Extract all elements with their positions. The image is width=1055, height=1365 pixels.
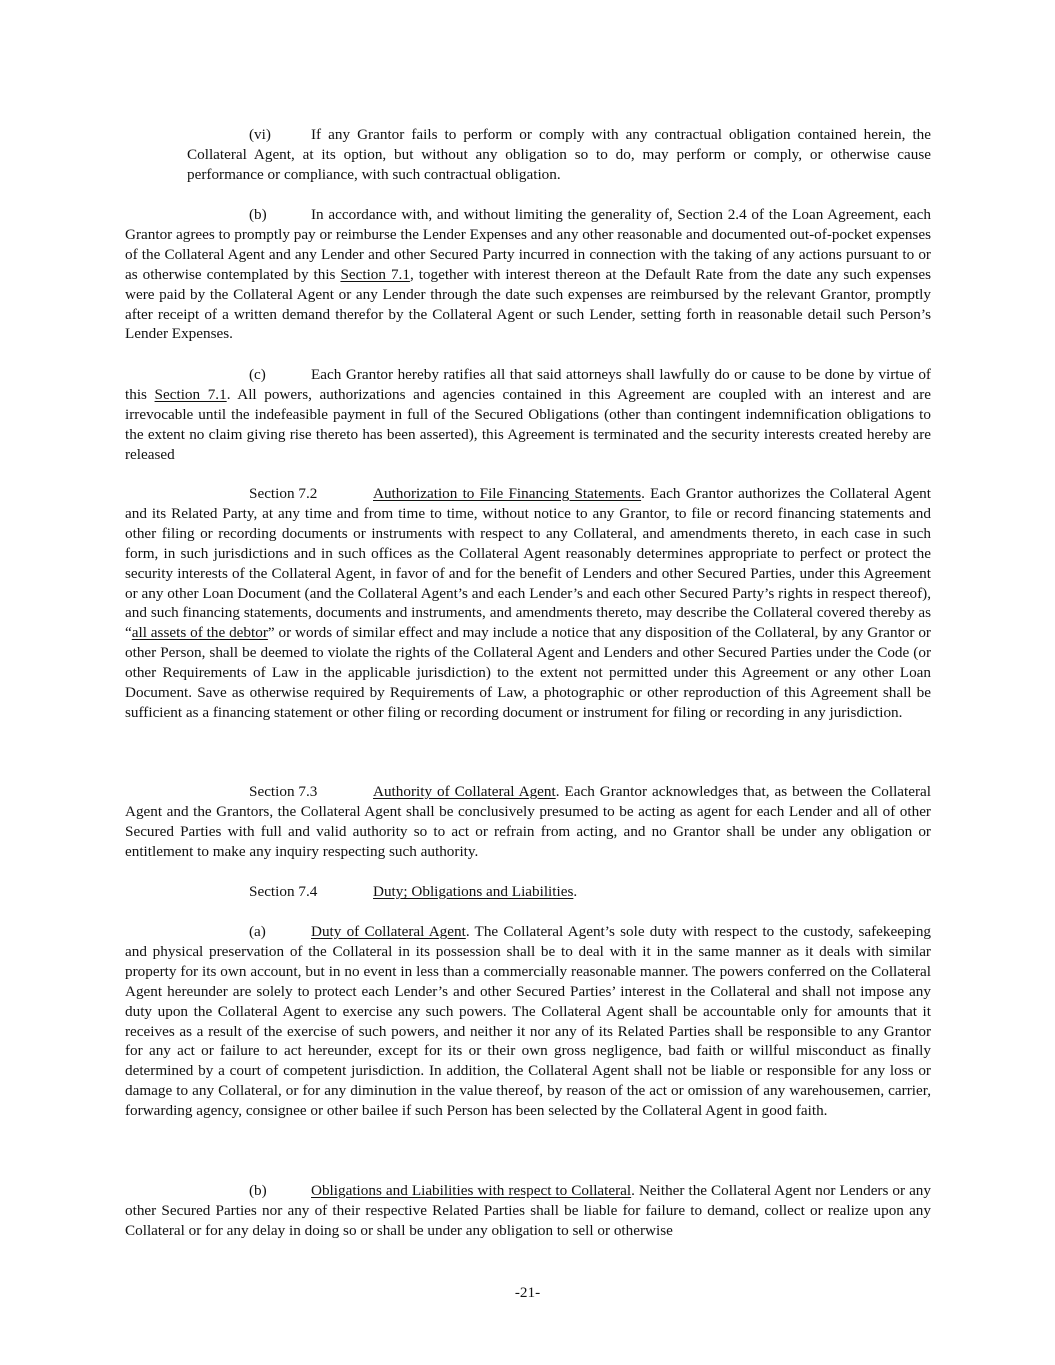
section-text: . Each Grantor authorizes the Collateral Agent and its Related Party, at any time and from time to time, without notice to any Grantor, to file or record financing statements and other filing or recording documents or instruments with respect to any Collateral, and amendments thereto, in each case in such form, in such jurisdictions and in such offices as the Collateral Agent reasonably determines appropriate to perfect or protect the security interests of the Collateral Agent, in favor of and for the benefit of Lenders and other Secured Parties, under this Agreement or any other Loan Document (and the Collateral Agent’s and each Lender’s and each other Secured Party’s rights in respect thereof), and such financing statements, documents and instruments, and amendments thereto, may describe the Collateral covered thereby as “ <box>125 485 931 642</box>
clause-text: . Neither the Collateral Agent nor Lenders or any other Secured Parties nor any of their respective Related Parties shall be liable for failure to demand, collect or realize upon any Collateral or for any delay in doing so or shall be under any obligation to sell or otherwise <box>125 1182 931 1239</box>
clause-number: (c) <box>249 366 266 383</box>
paragraph-c-ratification <box>125 365 931 465</box>
section-reference: Section 7.1 <box>154 385 227 403</box>
clause-number: (a) <box>249 923 266 940</box>
paragraph-b-obligations <box>125 1181 931 1241</box>
clause-number: (b) <box>249 1182 267 1199</box>
section-text: ” or words of similar effect and may include a notice that any disposition of the Collateral, by any Grantor or other Person, shall be deemed to violate the rights of the Collateral Agent and Lenders and other Secured Parties under the Code (or other Requirements of Law in the applicable jurisdiction) to the extent not permitted under this Agreement or any other Loan Document. Save as otherwise required by Requirements of Law, a photographic or other reproduction of this Agreement shall be sufficient as a financing statement or other filing or recording document or instrument for filing or recording in any jurisdiction. <box>125 624 931 721</box>
clause-number: (vi) <box>249 126 271 143</box>
section-text: . Each Grantor acknowledges that, as between the Collateral Agent and the Grantors, the Collateral Agent shall be conclusively presumed to be acting as agent for each Lender and all of other Secured Parties with full and valid authority so to act or refrain from acting, and no Grantor shall be under any obligation or entitlement to make any inquiry respecting such authority. <box>125 783 932 860</box>
section-7-2 <box>125 484 931 723</box>
clause-text: . All powers, authorizations and agencies contained in this Agreement are coupled with an interest and are irrevocable until the indefeasible payment in full of the Secured Obligations (other than contingent indemnification obligations to the extent no claim giving rise thereto has been asserted), this Agreement is terminated and the security interests created hereby are released <box>125 385 931 463</box>
section-label: Section 7.4 <box>249 883 318 900</box>
paragraph-vi <box>187 125 931 185</box>
section-label: Section 7.3 <box>249 783 318 800</box>
paragraph-a-duty <box>125 922 931 1121</box>
quoted-term: all assets of the debtor <box>131 624 268 642</box>
page-number: -21- <box>514 1284 541 1301</box>
clause-number: (b) <box>249 206 267 223</box>
section-7-4: Section 7.4 Duty; Obligations and Liabilities. <box>249 883 578 900</box>
clause-text: If any Grantor fails to perform or comply with any contractual obligation contained herein, the Collateral Agent, at its option, but without any obligation so to do, may perform or comply, or otherwise cause performance or compliance, with such contractual obligation. <box>187 126 931 183</box>
section-heading: Duty; Obligations and Liabilities <box>373 883 574 900</box>
section-heading: Authority of Collateral Agent <box>373 783 556 800</box>
clause-text: Each Grantor hereby ratifies all that said attorneys shall lawfully do or cause to be done by virtue of this <box>125 366 931 403</box>
clause-heading: Duty of Collateral Agent <box>311 923 466 940</box>
paragraph-b-expenses <box>125 205 931 344</box>
clause-text: , together with interest thereon at the Default Rate from the date any such expenses were paid by the Collateral Agent or any Lender through the date such expenses are reimbursed by the relevant Grantor, promptly after receipt of a written demand therefor by the Collateral Agent or such Lender, setting forth in reasonable detail such Person’s Lender Expenses. <box>125 265 931 343</box>
clause-heading: Obligations and Liabilities with respect to Collateral <box>311 1182 632 1199</box>
clause-text: . The Collateral Agent’s sole duty with respect to the custody, safekeeping and physical preservation of the Collateral in its possession shall be to deal with it in the same manner as it deals with similar property for its own account, but in no event in less than a commercially reasonable manner. The powers conferred on the Collateral Agent hereunder are solely to protect each Lender’s and other Secured Parties’ interest in the Collateral and shall not impose any duty upon the Collateral Agent to exercise any such powers. The Collateral Agent shall be accountable only for amounts that it receives as a result of the exercise of such powers, and neither it nor any of its Related Parties shall be responsible to any Grantor for any act or failure to act hereunder, except for its or their own gross negligence, bad faith or willful misconduct as finally determined by a court of competent jurisdiction. In addition, the Collateral Agent shall not be liable or responsible for any loss or damage to any Collateral, or for any diminution in the value thereof, by reason of the act or omission of any warehousemen, carrier, forwarding agency, consignee or other bailee if such Person has been selected by the Collateral Agent in good faith. <box>125 923 932 1120</box>
section-reference: Section 7.1 <box>340 265 410 283</box>
section-7-3 <box>125 782 931 862</box>
clause-text: In accordance with, and without limiting the generality of, Section 2.4 of the Loan Agreement, each Grantor agrees to promptly pay or reimburse the Lender Expenses and any other reasonable and documented out-of-pocket expenses of the Collateral Agent and any Lender and other Secured Party incurred in connection with the taking of any actions pursuant to or as otherwise contemplated by this <box>125 206 931 283</box>
section-label: Section 7.2 <box>249 485 318 502</box>
section-heading: Authorization to File Financing Statements <box>373 485 642 502</box>
